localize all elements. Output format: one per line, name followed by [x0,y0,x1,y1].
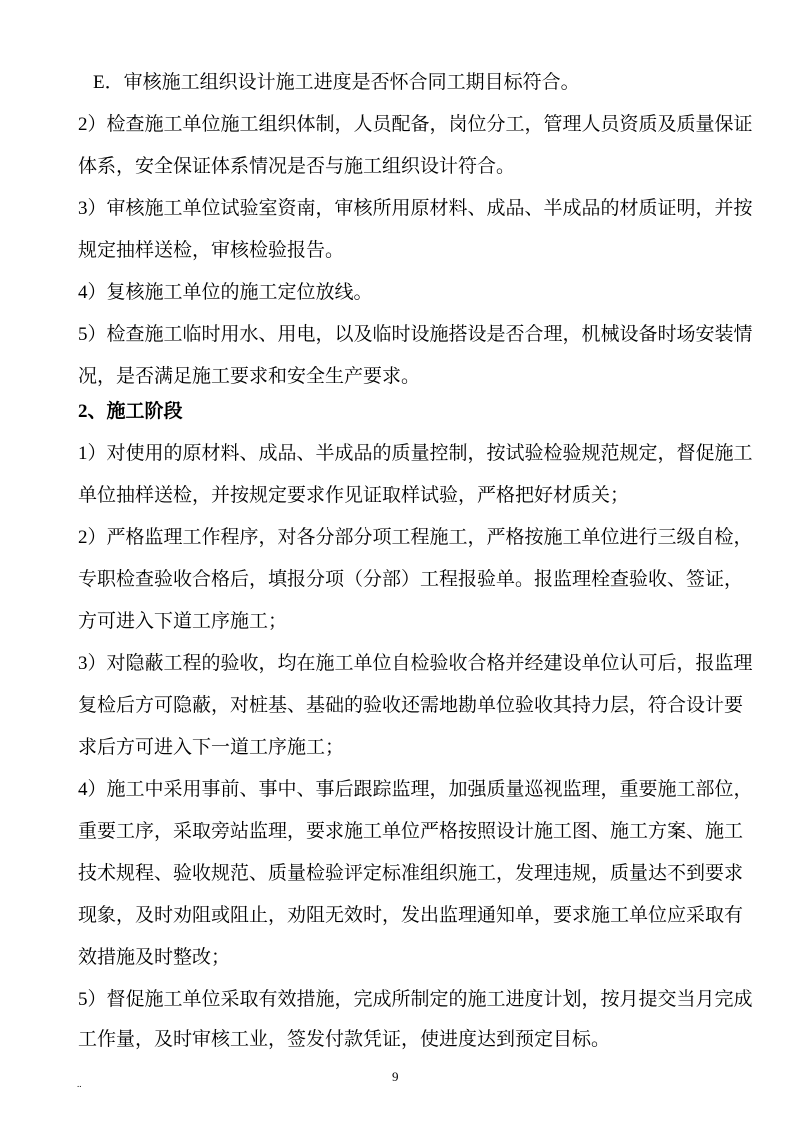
text-line: 4）复核施工单位的施工定位放线。 [78,282,373,303]
text-line: 专职检查验收合格后，填报分项（分部）工程报验单。报监理栓查验收、签证， [78,569,744,590]
page-number: 9 [392,1069,399,1084]
text-line: 3）对隐蔽工程的验收，均在施工单位自检验收合格并经建设单位认可后，报监理 [78,653,753,674]
text-line: 况，是否满足施工要求和安全生产要求。 [78,366,421,387]
text-line: 2）严格监理工作程序，对各分部分项工程施工，严格按施工单位进行三级自检， [78,527,753,548]
section-heading: 2、施工阶段 [78,401,183,422]
text-line: 4）施工中采用事前、事中、事后跟踪监理，加强质量巡视监理，重要施工部位， [78,779,753,800]
text-line: 效措施及时整改； [78,947,231,968]
text-line: 求后方可进入下一道工序施工； [78,737,345,758]
footer-dots: .. [77,1079,82,1089]
text-line: 现象，及时劝阻或阻止，劝阻无效时，发出监理通知单，要求施工单位应采取有 [78,905,744,926]
text-line: 5）检查施工临时用水、用电，以及临时设施搭设是否合理，机械设备时场安装情 [78,324,753,345]
text-line: 规定抽样送检，审核检验报告。 [78,240,345,261]
text-line: 单位抽样送检，并按规定要求作见证取样试验，严格把好材质关； [78,485,630,506]
text-line: 1）对使用的原材料、成品、半成品的质量控制，按试验检验规范规定，督促施工 [78,443,753,464]
text-line: 方可进入下道工序施工； [78,611,288,632]
text-line: 5）督促施工单位采取有效措施，完成所制定的施工进度计划，按月提交当月完成 [78,989,753,1010]
text-line: 技术规程、验收规范、质量检验评定标准组织施工，发理违规，质量达不到要求 [78,863,744,884]
text-line: E．审核施工组织设计施工进度是否怀合同工期目标符合。 [93,72,580,93]
text-line: 工作量，及时审核工业，签发付款凭证，使进度达到预定目标。 [78,1029,611,1050]
text-line: 3）审核施工单位试验室资南，审核所用原材料、成品、半成品的材质证明，并按 [78,198,753,219]
text-line: 复检后方可隐蔽，对桩基、基础的验收还需地勘单位验收其持力层，符合设计要 [78,695,744,716]
text-line: 体系，安全保证体系情况是否与施工组织设计符合。 [78,156,516,177]
text-line: 2）检查施工单位施工组织体制，人员配备，岗位分工，管理人员资质及质量保证 [78,114,753,135]
text-line: 重要工序，采取旁站监理，要求施工单位严格按照设计施工图、施工方案、施工 [78,821,744,842]
